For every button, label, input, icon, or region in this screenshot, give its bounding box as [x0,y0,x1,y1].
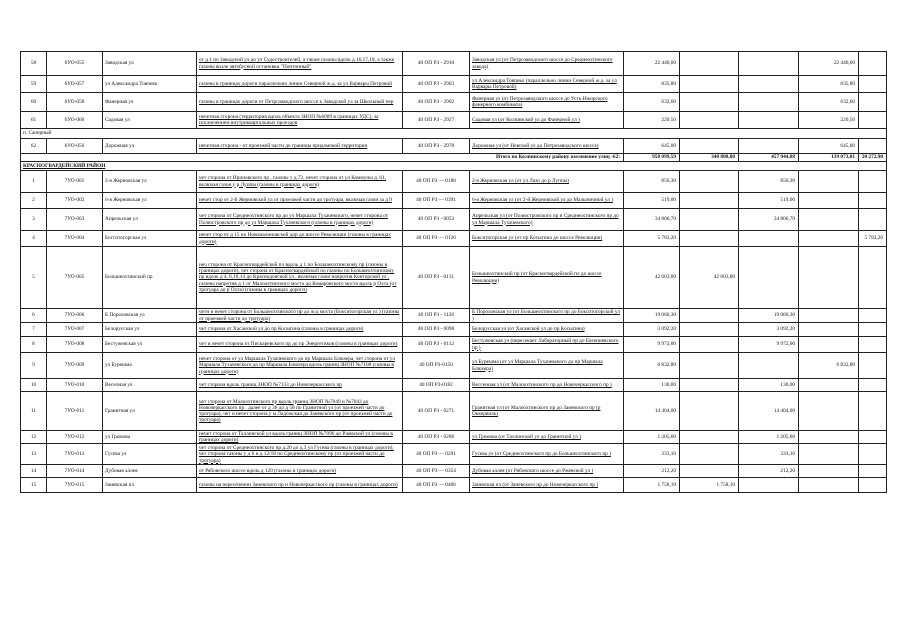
table-row [21,231,887,247]
category-1-cell: 1 758,10 [680,478,739,493]
category-4-cell [859,337,887,353]
object-code-cell: 7УО-004 [47,231,103,247]
row-number-cell: 5 [21,247,47,309]
total-amount-cell: 835,80 [624,76,680,93]
address-cell: Заневская пл (от Заневского пр до Новочеркасского пр ) [470,478,624,493]
category-4-cell [859,193,887,209]
object-code-cell: 7УО-006 [47,309,103,323]
table-row [21,139,887,154]
registry-number-cell: 40 ОП РЗ - 1126 [403,309,470,323]
object-code-cell: 7УО-003 [47,209,103,231]
total-amount-cell: 220,50 [624,112,680,129]
table-row [21,247,887,309]
object-code-cell: 7УО-005 [47,247,103,309]
category-1-cell [680,353,739,379]
row-number-cell: 58 [21,52,47,76]
description-cell: нечет сторона от Таллинской ул вдоль границ ЗНОП №7096 до Ржевской ул (газоны в границах дороги) [197,431,403,444]
category-4-cell: 5 783,20 [859,231,887,247]
table-row [21,323,887,337]
category-2-cell: 519,00 [739,193,799,209]
street-name-cell: Большеохтинский пр [103,247,197,309]
category-2-cell: 34 806,70 [739,209,799,231]
street-name-cell: Дубовая аллея [103,465,197,478]
registry-number-cell: 40 ОП РЗ — 0188 [403,171,470,193]
registry-number-cell: 40 ОП РЗ - 0098 [403,323,470,337]
category-3-cell [799,231,859,247]
street-name-cell: ул Бурешма [103,353,197,379]
category-2-cell: 333,10 [739,444,799,465]
description-cell: от д 1 по Заводской ул до ул Судостроителей, а также газоны вдоль д.16,17,18, а также газоны возле автобусной остановки "Понтонный" [197,52,403,76]
category-4-cell [859,392,887,431]
object-code-cell: 6УО-058 [47,93,103,112]
object-code-cell: 7УО-015 [47,478,103,493]
registry-number-cell: 40 ОП РЗ - 2903 [403,76,470,93]
category-4-cell [859,247,887,309]
category-3-cell [799,444,859,465]
category-1-cell [680,309,739,323]
address-cell: Бокситогорская ул (от пр Косыгина до шоссе Революции) [470,231,624,247]
street-name-cell: Веселная ул [103,379,197,392]
row-number-cell: 10 [21,379,47,392]
street-name-cell: Садовая ул [103,112,197,129]
table-row [21,478,887,493]
category-4-cell [859,309,887,323]
object-code-cell: 7УО-009 [47,353,103,379]
object-code-cell: 7УО-013 [47,444,103,465]
object-code-cell: 6УО-057 [47,76,103,93]
category-2-cell: 14 404,00 [739,392,799,431]
table-row [21,209,887,231]
category-2-cell [739,231,799,247]
category-1-cell: 42 603,00 [680,247,739,309]
total-c4-cell: 20 272,90 [859,154,887,162]
category-1-cell [680,379,739,392]
street-name-cell: Б Пороховская ул [103,309,197,323]
address-cell: 2-я Жерновская ул (от ул Лазо до р Луппы) [470,171,624,193]
category-2-cell [739,353,799,379]
category-1-cell [680,337,739,353]
registry-number-cell: 40 ОП РЗ — 0391 [403,193,470,209]
category-3-cell: 220,50 [799,112,859,129]
category-3-cell: 645,00 [799,139,859,154]
address-cell: Белорусская ул (от Хасанской ул до пр Косыгина) [470,323,624,337]
category-4-cell [859,112,887,129]
address-cell: Вессенная ул (от Малоохтинского пр до Новочеркасского пр ) [470,379,624,392]
category-1-cell [680,209,739,231]
row-number-cell: 9 [21,353,47,379]
category-2-cell: 3 092,20 [739,323,799,337]
total-amount-cell: 1 758,10 [624,478,680,493]
street-name-cell: Белорусская ул [103,323,197,337]
total-total-cell: 958 099,59 [624,154,680,162]
category-3-cell [799,392,859,431]
registry-number-cell: 40 ОП РЗ - 0112 [403,337,470,353]
row-number-cell: 6 [21,309,47,323]
category-4-cell [859,465,887,478]
category-2-cell: 19 060,30 [739,309,799,323]
address-cell: Апрельская ул (от Полюстровского пр и Среднеохтинского пр до ул Маршала Тухачевского) [470,209,624,231]
registry-number-cell: 40 ОП РЗ - 2978 [403,139,470,154]
street-name-cell: Заневская пл [103,478,197,493]
category-2-cell [739,52,799,76]
object-code-cell: 7УО-010 [47,379,103,392]
category-1-cell [680,231,739,247]
table-row [21,392,887,431]
row-number-cell: 62 [21,139,47,154]
category-3-cell: 835,80 [799,76,859,93]
address-cell: ул Бурешма (от ул Маршала Тухачевского до пр Маршала Блюхера) [470,353,624,379]
category-3-cell [799,171,859,193]
category-3-cell [799,379,859,392]
total-amount-cell: 6 832,80 [624,353,680,379]
description-cell: четн и нечет сторона от Большеохтинского пр до ж/д моста (Бокситогорская ул ) (газоны от проезжей части до тротуара) [197,309,403,323]
section-title: КРАСНОГВАРДЕЙСКИЙ РАЙОН [21,162,887,171]
table-row [21,76,887,93]
object-code-cell: 7УО-007 [47,323,103,337]
street-name-cell: Дорожная ул [103,139,197,154]
table-row [21,337,887,353]
category-4-cell [859,93,887,112]
table-row [21,431,887,444]
row-number-cell: 3 [21,209,47,231]
total-amount-cell: 14 404,00 [624,392,680,431]
registry-number-cell: 40 ОП РЗ — 0406 [403,478,470,493]
registry-number-cell: 40 ОП РЗ - 2910 [403,52,470,76]
row-number-cell: 2 [21,193,47,209]
address-cell: Дубовая аллея (от Рябовского шоссе до Ржевской ул ) [470,465,624,478]
registry-number-cell: 40 ОП РЗ-0150 [403,353,470,379]
table-row [21,444,887,465]
table-row [21,52,887,76]
table-row [21,309,887,323]
description-cell: нeч сторона от Красногвардейской пл вдоль д 1 по Большеохтинскому пр (газоны в границах дороги), чет сторона от Красногвардейской пл газоны по Большеохтинскому пр вдоль д 4, 6,10,14 до Краснодонской ул , включая газон напротив Конторской ул , газоны напротив д 1 от Малоохтинского моста до Комаровского моста вдоль р Охта (от тротуара до р Охта) (газоны в границах дороги) [197,247,403,309]
category-3-cell [799,478,859,493]
total-amount-cell: 34 806,70 [624,209,680,231]
row-number-cell: 11 [21,392,47,431]
category-4-cell [859,478,887,493]
total-amount-cell: 42 603,00 [624,247,680,309]
row-number-cell: 59 [21,76,47,93]
category-1-cell [680,76,739,93]
row-number-cell: 60 [21,93,47,112]
category-2-cell [739,76,799,93]
description-cell: чет сторона от Хасанской ул до пр Косыгина (газоны в границах дороги) [197,323,403,337]
category-1-cell [680,431,739,444]
category-2-cell: 9 972,00 [739,337,799,353]
total-amount-cell: 3 092,20 [624,323,680,337]
total-amount-cell: 22 446,00 [624,52,680,76]
total-amount-cell: 519,00 [624,193,680,209]
budget-table [20,51,887,493]
street-name-cell: Гранитная ул [103,392,197,431]
description-cell: нечет сторона от ул Маршала Тухачевского до пр Маршала Блюхера, чет сторона от ул Маршала Тухачевского до пр Маршала Блюхера вдоль границ ЗНОП №7108 (газоны в границах дороги) [197,353,403,379]
registry-number-cell: 40 ОП РЗ - 0131 [403,247,470,309]
address-cell: Бестужевская ул (пересекает Лабораторный пр до Евгениевского пр ) [470,337,624,353]
total-c3-cell: 139 073,01 [799,154,859,162]
address-cell: Заводская ул (от Петрозаводского шоссе до Среднеохтинского завода) [470,52,624,76]
total-c1-cell: 340 808,80 [680,154,739,162]
address-cell: Садовая ул (от Колпинской ул до Фанерной ул ) [470,112,624,129]
registry-number-cell: 40 ОП РЗ - 0286 [403,431,470,444]
category-2-cell [739,247,799,309]
registry-number-cell: 40 ОП РЗ — 0291 [403,444,470,465]
category-2-cell: 1 205,60 [739,431,799,444]
category-2-cell [739,93,799,112]
table-row [21,465,887,478]
address-cell: ул Александра Товпеко (параллельно линии Северной ж.д. за ул Варвары Петровой) [470,76,624,93]
table-row [21,193,887,209]
category-4-cell [859,323,887,337]
registry-number-cell: 40 ОП РЗ-0182 [403,379,470,392]
total-amount-cell: 1 205,60 [624,431,680,444]
section-title: п. Саперный [21,129,887,139]
object-code-cell: 7УО-001 [47,171,103,193]
category-2-cell: 130,00 [739,379,799,392]
category-1-cell [680,171,739,193]
category-2-cell: 212,20 [739,465,799,478]
description-cell: нечет стор от 2-й Жерновской ул от проезжей части до тротуара, включая газон за д 9 [197,193,403,209]
category-1-cell [680,112,739,129]
category-3-cell [799,431,859,444]
category-4-cell [859,431,887,444]
row-number-cell: 8 [21,337,47,353]
description-cell: газоны в границах дороги от Петрозаводского шоссе к Заводской ул за Школьный пер [197,93,403,112]
address-cell: Большеохтинский пр (от Красногвардейской пл до шоссе Революции) [470,247,624,309]
table-row [21,93,887,112]
total-c2-cell: 457 944,88 [739,154,799,162]
address-cell: Гранитная ул (от Малоохтинского пр до Заневского пр (р Оккервиль) [470,392,624,431]
object-code-cell: 7УО-008 [47,337,103,353]
street-name-cell: Бестужевская ул [103,337,197,353]
object-code-cell: 6УО-056 [47,139,103,154]
total-amount-cell: 856,30 [624,171,680,193]
section-header [21,129,887,139]
address-cell: Гусева ул (от Среднеохтинского пр до Большеохтинского пр ) [470,444,624,465]
category-3-cell [799,209,859,231]
address-cell: ул Громова (от Таллинской ул до Гранитной ул ) [470,431,624,444]
object-code-cell: 7УО-012 [47,431,103,444]
category-4-cell [859,209,887,231]
address-cell: 6-я Жерновская ул (от 2-й Жерновской ул до Малыничной ул ) [470,193,624,209]
row-number-cell: 15 [21,478,47,493]
street-name-cell: ул Громова [103,431,197,444]
description-cell: чет сторона от Среднеохтинского пр до ул Маршала Тухачевского, нечет сторона от Полюстровского пр до ул Маршала Тухачевского (газоны в границах дороги) [197,209,403,231]
category-1-cell [680,392,739,431]
description-cell: нечет стор от д 15 по Новомалиновской дор до шоссе Революции (газоны в границах дороги) [197,231,403,247]
registry-number-cell: 40 ОП РЗ — 0354 [403,465,470,478]
address-cell: Б Пороховская ул (от Большеохтинского пр до Бокситогорской ул ) [470,309,624,323]
category-4-cell [859,353,887,379]
object-code-cell: 7УО-011 [47,392,103,431]
description-cell: чет сторона от Малоохтинского пр вдоль границ ЗНОП №7040 и №7042 до Новочеркасского пр , далее от д 36 до д 58 по Гранитной ул (от проезжей части до тротуара), чет и нечет сторона у м Ладожская до Заневского пр (от проезжей части до тротуара) [197,392,403,431]
category-3-cell: 6 832,80 [799,353,859,379]
total-row [21,154,887,162]
category-1-cell [680,444,739,465]
address-cell: Дорожная ул (от Невской ул до Петрозаводского шоссе) [470,139,624,154]
category-3-cell: 632,60 [799,93,859,112]
total-amount-cell: 645,00 [624,139,680,154]
category-4-cell [859,139,887,154]
category-3-cell [799,309,859,323]
address-cell: Фанерная ул (от Петрозаводского шоссе до Усть-Ижорского фанерного комбината) [470,93,624,112]
category-4-cell [859,379,887,392]
total-amount-cell: 9 972,00 [624,337,680,353]
object-code-cell: 7УО-014 [47,465,103,478]
row-number-cell: 14 [21,465,47,478]
street-name-cell: ул Александра Товпеко [103,76,197,93]
description-cell: чет сторона от Среднеохтинского пр д.20 до д.3 ул Гусева (газоны в границах дороги), чет сторона газоны у д 6 и д 12/18 по Среднеохтинскому пр (от проезжей части до тротуара) [197,444,403,465]
street-name-cell: Апрельская ул [103,209,197,231]
section-header [21,162,887,171]
category-2-cell [739,112,799,129]
row-number-cell: 1 [21,171,47,193]
street-name-cell: Гусева ул [103,444,197,465]
object-code-cell: 7УО-002 [47,193,103,209]
category-1-cell [680,139,739,154]
category-1-cell [680,93,739,112]
street-name-cell: 6-я Жерновская ул [103,193,197,209]
category-1-cell [680,193,739,209]
registry-number-cell: 40 ОП РЗ - 2927 [403,112,470,129]
total-amount-cell: 632,60 [624,93,680,112]
description-cell: чет сторона от Ириновского пр , газоны у д.72, нечет сторона от ул Коммуны д. 61, включая газон у р Луппы (газоны в границах дороги) [197,171,403,193]
table-row [21,379,887,392]
description-cell: чет сторона вдоль границ ЗНОП №7133 до Новочеркасского пр [197,379,403,392]
row-number-cell: 7 [21,323,47,337]
row-number-cell: 61 [21,112,47,129]
description-cell: газоны в границах дороги параллельно линии Северной ж.д. за ул Варвары Петровой [197,76,403,93]
street-name-cell: Богситогорская ул [103,231,197,247]
registry-number-cell: 40 ОП РЗ - 0053 [403,209,470,231]
category-3-cell [799,193,859,209]
description-cell: газоны на пересечении Заневского пр и Новочеркасского пр (газоны в границах дороги) [197,478,403,493]
table-row [21,353,887,379]
category-4-cell [859,171,887,193]
registry-number-cell: 40 ОП РЗ - 0271 [403,392,470,431]
description-cell: чет и нечет сторона от Пискаревского пр до пр Энергетиков (газоны в границах дороги) [197,337,403,353]
total-amount-cell: 5 783,20 [624,231,680,247]
registry-number-cell: 40 ОП РЗ — 0126 [403,231,470,247]
category-3-cell [799,323,859,337]
category-2-cell: 856,30 [739,171,799,193]
street-name-cell: Фанерная ул [103,93,197,112]
total-amount-cell: 333,10 [624,444,680,465]
total-amount-cell: 212,20 [624,465,680,478]
total-amount-cell: 130,00 [624,379,680,392]
category-2-cell [739,139,799,154]
registry-number-cell: 40 ОП РЗ - 2902 [403,93,470,112]
category-4-cell [859,52,887,76]
total-amount-cell: 19 060,30 [624,309,680,323]
row-number-cell: 4 [21,231,47,247]
row-number-cell: 13 [21,444,47,465]
object-code-cell: 6УО-055 [47,52,103,76]
category-1-cell [680,323,739,337]
street-name-cell: Заводская ул [103,52,197,76]
table-row [21,171,887,193]
category-3-cell [799,247,859,309]
category-1-cell [680,465,739,478]
description-cell: нечетная сторона (территория вдоль объекта ЗНОП №6009 в границах УДС), за исключением внутриквартальных проездов [197,112,403,129]
category-3-cell: 22 446,00 [799,52,859,76]
street-name-cell: 2-я Жерновская ул [103,171,197,193]
row-number-cell: 12 [21,431,47,444]
category-2-cell [739,478,799,493]
total-label: Итого по Колпинскому району озеленение улиц -62: [21,154,624,162]
object-code-cell: 6УО-060 [47,112,103,129]
category-3-cell [799,337,859,353]
category-1-cell [680,52,739,76]
table-row [21,112,887,129]
description-cell: нечетная сторона - от проезжей части до границы придомовой территории [197,139,403,154]
description-cell: от Рябовского шоссе вдоль д 120 (газоны в границах дороги) [197,465,403,478]
category-4-cell [859,444,887,465]
category-3-cell [799,465,859,478]
category-4-cell [859,76,887,93]
